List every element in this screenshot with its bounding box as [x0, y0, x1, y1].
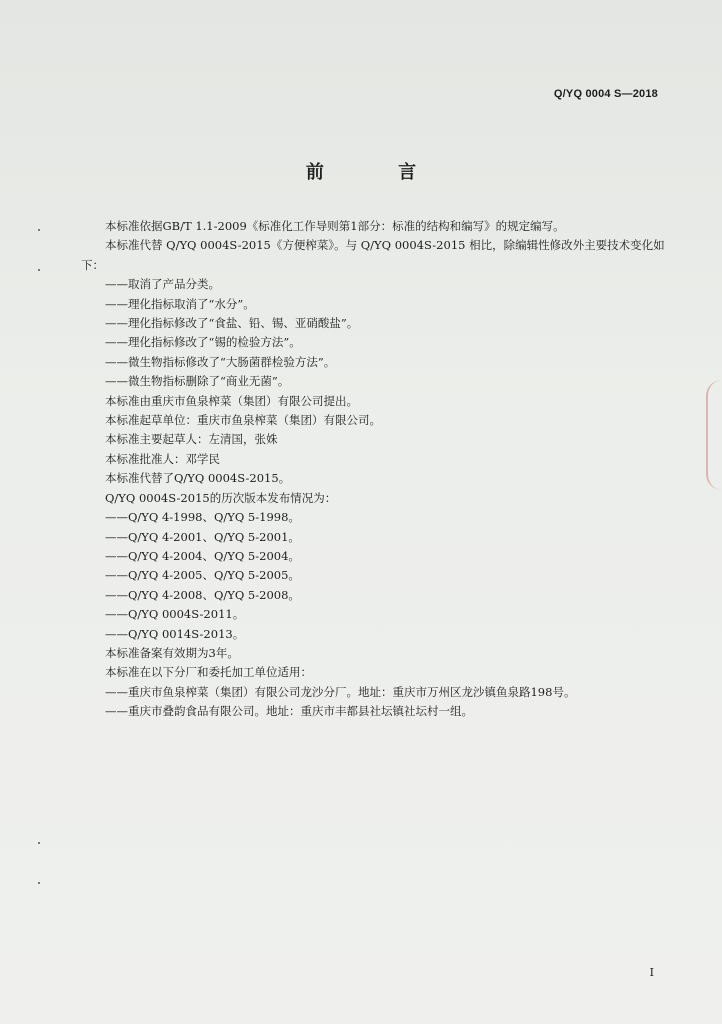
- binding-hole-mark: [38, 842, 40, 844]
- text-line: 本标准备案有效期为3年。: [105, 645, 239, 660]
- list-item: ——微生物指标删除了“商业无菌”。: [105, 374, 290, 389]
- text-line: 本标准起草单位：重庆市鱼泉榨菜（集团）有限公司。: [105, 413, 381, 428]
- standard-code: Q/YQ 0004 S—2018: [553, 88, 658, 100]
- text-line: 本标准代替了Q/YQ 0004S-2015。: [105, 471, 291, 486]
- list-item: ——取消了产品分类。: [105, 277, 220, 292]
- page-number: I: [649, 966, 654, 979]
- list-item: ——Q/YQ 4-2004、Q/YQ 5-2004。: [105, 548, 300, 563]
- list-item: ——Q/YQ 4-2005、Q/YQ 5-2005。: [105, 568, 300, 583]
- text-line-wrapped: 本标准代替 Q/YQ 0004S-2015《方便榨菜》。与 Q/YQ 0004S-2015 相比，除编辑性修改外主要技术变化如下：: [81, 238, 665, 272]
- list-item: ——Q/YQ 0004S-2011。: [105, 607, 245, 622]
- text-line: 本标准依据GB/T 1.1-2009《标准化工作导则第1部分：标准的结构和编写》的规定编写。: [105, 219, 565, 233]
- list-item: ——微生物指标修改了“大肠菌群检验方法”。: [105, 354, 336, 369]
- binding-hole-mark: [38, 229, 40, 231]
- text-line: [81, 236, 671, 275]
- text-line: 本标准批准人：邓学民: [105, 451, 220, 466]
- preface-body: [81, 217, 671, 722]
- seal-stamp-edge: [706, 380, 722, 490]
- list-item: ——重庆市叠韵食品有限公司。地址：重庆市丰都县社坛镇社坛村一组。: [105, 704, 473, 719]
- text-line: Q/YQ 0004S-2015的历次版本发布情况为：: [105, 490, 337, 505]
- list-item: ——理化指标取消了“水分”。: [105, 296, 255, 311]
- list-item: ——理化指标修改了“锡的检验方法”。: [105, 335, 301, 350]
- text-line: 本标准在以下分厂和委托加工单位适用：: [105, 665, 312, 680]
- list-item: ——理化指标修改了“食盐、铅、锡、亚硝酸盐”。: [105, 316, 359, 331]
- binding-hole-mark: [38, 882, 40, 884]
- binding-hole-mark: [38, 269, 40, 271]
- text-line: 本标准主要起草人：左清国，张姝: [105, 432, 278, 447]
- list-item: ——Q/YQ 4-2008、Q/YQ 5-2008。: [105, 587, 300, 602]
- page-title: 前 言: [305, 162, 451, 183]
- list-item: ——Q/YQ 4-2001、Q/YQ 5-2001。: [105, 529, 300, 544]
- list-item: ——重庆市鱼泉榨菜（集团）有限公司龙沙分厂。地址：重庆市万州区龙沙镇鱼泉路198号。: [105, 684, 576, 699]
- list-item: ——Q/YQ 0014S-2013。: [105, 626, 245, 641]
- text-line: 本标准由重庆市鱼泉榨菜（集团）有限公司提出。: [105, 393, 358, 408]
- list-item: ——Q/YQ 4-1998、Q/YQ 5-1998。: [105, 510, 300, 525]
